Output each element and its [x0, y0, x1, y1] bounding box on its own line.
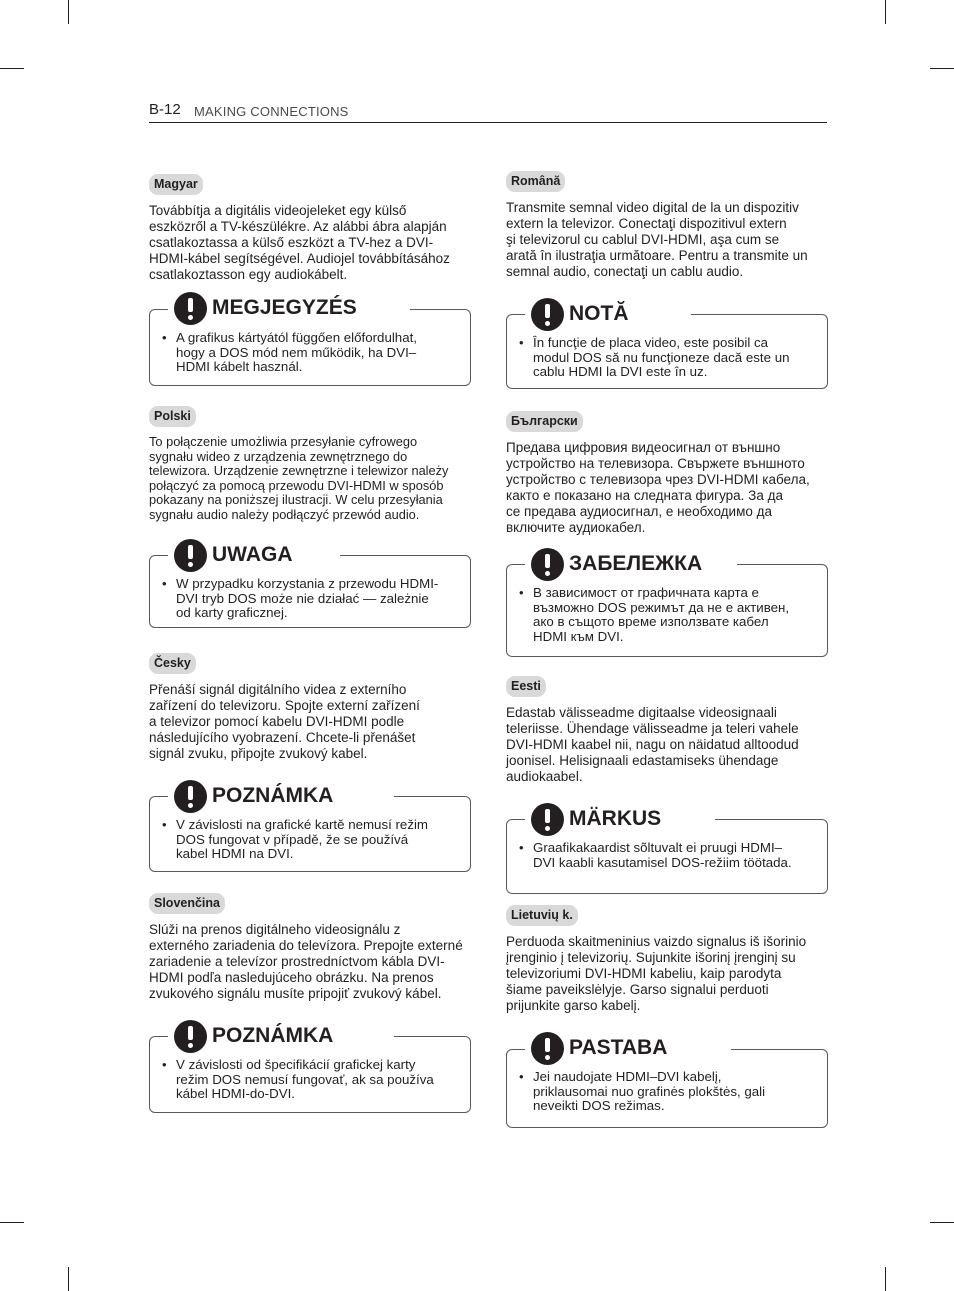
bullet-icon: • — [162, 576, 167, 591]
note-title-magyar: MEGJEGYZÉS — [212, 296, 357, 319]
crop-mark — [885, 1267, 886, 1291]
paragraph-romana: Transmite semnal video digital de la un dispozitiv extern la televizor. Conectaţi dispozitivul extern şi televizorul cu cablul DVI-HDMI, aşa cum se arată în ilustraţia următoare. Pentru a transmite un semnal audio, conectaţi un cablu audio. — [506, 200, 808, 279]
note-title-cesky: POZNÁMKA — [212, 784, 334, 807]
paragraph-balgarski: Предава цифровия видеосигнал от външно устройство на телевизора. Свържете външното устройство с телевизора чрез DVI-HDMI кабела, както е показано на следната фигура. За да се предава аудиосигнал, е необходимо да включите аудиокабел. — [506, 440, 810, 535]
exclamation-circle-icon — [174, 292, 207, 325]
exclamation-circle-icon — [531, 1032, 564, 1065]
paragraph-slovencina: Slúži na prenos digitálneho videosignálu z externého zariadenia do televízora. Prepojte externé zariadenie a televízor prostredníctvom kábla DVI- HDMI podľa nasledujúceho obrázku. Na prenos zvukového signálu musíte pripojiť zvukový kábel. — [149, 922, 463, 1001]
exclamation-circle-icon — [174, 780, 207, 813]
language-badge-lietuviu: Lietuvių k. — [506, 905, 578, 926]
paragraph-lietuviu: Perduoda skaitmeninius vaizdo signalus iš išorinio įrenginio į televizorių. Sujunkite išorinį įrenginį su televizoriumi DVI-HDMI kabeliu, kaip parodyta šiame paveikslėlyje. Garso signalui perduoti prijunkite garso kabelį. — [506, 934, 807, 1013]
note-text-lietuviu: Jei naudojate HDMI–DVI kabelį, priklausomai nuo grafinės plokštės, gali neveikti DOS režimas. — [533, 1069, 766, 1114]
bullet-icon: • — [162, 817, 167, 832]
note-title-romana: NOTĂ — [569, 302, 629, 325]
bullet-icon: • — [519, 585, 524, 600]
bullet-icon: • — [519, 840, 524, 855]
note-text-magyar: A grafikus kártyától függően előfordulhat, hogy a DOS mód nem működik, ha DVI– HDMI kábelt használ. — [176, 330, 417, 375]
note-title-lietuviu: PASTABA — [569, 1036, 668, 1059]
exclamation-circle-icon — [174, 1020, 207, 1053]
crop-mark — [68, 1267, 69, 1291]
note-text-slovencina: V závislosti od špecifikácií grafickej karty režim DOS nemusí fungovať, ak sa používa kábel HDMI-do-DVI. — [176, 1057, 434, 1102]
exclamation-circle-icon — [531, 548, 564, 581]
note-text-balgarski: В зависимост от графичната карта е възможно DOS режимът да не е активен, ако в същото време използвате кабел HDMI към DVI. — [533, 585, 790, 644]
paragraph-eesti: Edastab välisseadme digitaalse videosignaali teleriisse. Ühendage välisseadme ja teleri vahele DVI-HDMI kaabel nii, nagu on näidatud alltoodud joonisel. Helisignaali edastamiseks ühendage audiokaabel. — [506, 705, 799, 784]
page-header — [149, 101, 827, 123]
paragraph-cesky: Přenáší signál digitálního videa z externího zařízení do televizoru. Spojte externí zařízení a televizor pomocí kabelu DVI-HDMI podle následujícího vyobrazení. Chcete-li přenášet signál zvuku, připojte zvukový kabel. — [149, 682, 420, 761]
bullet-icon: • — [162, 1057, 167, 1072]
crop-mark — [68, 0, 69, 24]
crop-mark — [930, 1222, 954, 1223]
crop-mark — [0, 1222, 24, 1223]
note-title-eesti: MÄRKUS — [569, 807, 662, 830]
note-title-balgarski: ЗАБЕЛЕЖКА — [569, 552, 703, 575]
note-title-polski: UWAGA — [212, 543, 293, 566]
note-text-cesky: V závislosti na grafické kartě nemusí režim DOS fungovat v případě, že se používá kabel HDMI na DVI. — [176, 817, 428, 862]
language-badge-slovencina: Slovenčina — [149, 893, 225, 914]
bullet-icon: • — [519, 1069, 524, 1084]
section-title: MAKING CONNECTIONS — [194, 104, 349, 119]
exclamation-circle-icon — [531, 298, 564, 331]
page-number: B-12 — [149, 101, 181, 118]
paragraph-polski: To połączenie umożliwia przesyłanie cyfrowego sygnału wideo z urządzenia zewnętrznego do telewizora. Urządzenie zewnętrzne i telewizor należy połączyć za pomocą przewodu DVI-HDMI w sposób pokazany na poniższej ilustracji. W celu przesyłania sygnału audio należy podłączyć przewód audio. — [149, 434, 449, 522]
language-badge-balgarski: Български — [506, 411, 583, 432]
language-badge-romana: Română — [506, 171, 565, 192]
language-badge-polski: Polski — [149, 406, 196, 427]
crop-mark — [930, 68, 954, 69]
note-title-slovencina: POZNÁMKA — [212, 1024, 334, 1047]
language-badge-magyar: Magyar — [149, 174, 203, 195]
language-badge-cesky: Česky — [149, 653, 196, 674]
crop-mark — [0, 68, 24, 69]
paragraph-magyar: Továbbítja a digitális videojeleket egy külső eszközről a TV-készülékre. Az alábbi ábra alapján csatlakoztassa a külső eszközt a TV-hez a DVI- HDMI-kábel segítségével. Audiojel továbbításához csatlakoztasson egy audiokábelt. — [149, 203, 450, 282]
exclamation-circle-icon — [531, 803, 564, 836]
note-text-romana: În funcţie de placa video, este posibil ca modul DOS să nu funcţioneze dacă este un cablu HDMI la DVI este în uz. — [533, 335, 790, 380]
bullet-icon: • — [162, 330, 167, 345]
crop-mark — [885, 0, 886, 24]
language-badge-eesti: Eesti — [506, 676, 546, 697]
note-text-eesti: Graafikakaardist sõltuvalt ei pruugi HDMI– DVI kaabli kasutamisel DOS-režiim töötada. — [533, 840, 792, 870]
bullet-icon: • — [519, 335, 524, 350]
exclamation-circle-icon — [174, 539, 207, 572]
note-text-polski: W przypadku korzystania z przewodu HDMI- DVI tryb DOS może nie działać — zależnie od karty graficznej. — [176, 576, 439, 621]
